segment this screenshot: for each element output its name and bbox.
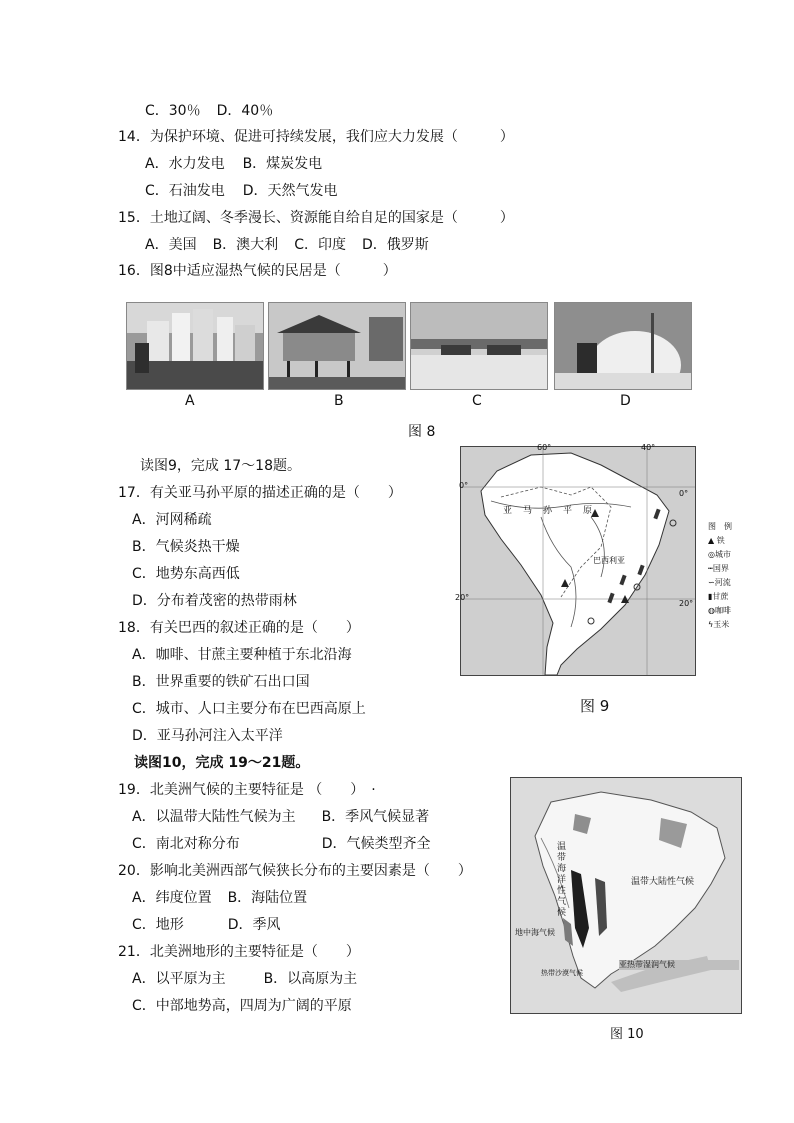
fig9-region-char-3: 孙 <box>543 506 553 516</box>
q14-option-d: D．天然气发电 <box>242 183 338 199</box>
fig8-caption: 图 8 <box>408 424 436 440</box>
corn-icon: ϟ <box>708 620 714 629</box>
q15-option-c: C．印度 <box>294 237 346 253</box>
q17-option-c: C．地势东高西低 <box>132 566 240 582</box>
fig8-photo-c <box>410 302 548 390</box>
fig9-region-char-1: 亚 <box>503 506 513 516</box>
q15-option-b: B．澳大利 <box>212 237 279 253</box>
q20-option-a: A．纬度位置 <box>132 890 212 906</box>
sugarcane-icon: ▮ <box>708 592 713 601</box>
fig9-legend-corn-label: 玉米 <box>713 620 730 629</box>
fig8-label-d: D <box>620 393 631 409</box>
q20-option-d: D．季风 <box>227 917 281 933</box>
fig9-legend-river <box>708 576 742 590</box>
fig9-legend-border-label: 国界 <box>712 564 729 573</box>
fig9-map <box>455 443 696 676</box>
fig9-legend-iron <box>708 534 742 548</box>
fig10-caption: 图 10 <box>610 1027 644 1042</box>
fig10-label-temperate-oceanic: 温带海洋性气候 <box>557 842 567 918</box>
fig9-region-char-2: 马 <box>523 506 533 516</box>
fig8-label-c: C <box>472 393 482 409</box>
q14-stem: 14．为保护环境、促进可持续发展，我们应大力发展（ ） <box>118 129 514 145</box>
fig9-legend-sugarcane <box>708 590 742 604</box>
q19-option-d: D．气候类型齐全 <box>321 836 431 852</box>
q20-option-c: C．地形 <box>132 917 184 933</box>
q17-stem: 17．有关亚马孙平原的描述正确的是（ ） <box>118 485 402 501</box>
fig10-label-temperate-continental: 温带大陆性气候 <box>631 877 695 887</box>
fig9-legend-river-label: 河流 <box>714 578 731 587</box>
fig8-label-a: A <box>185 393 195 409</box>
q21-stem: 21．北美洲地形的主要特征是（ ） <box>118 944 360 960</box>
q13-options-cd <box>145 102 273 120</box>
q20-stem: 20．影响北美洲西部气候狭长分布的主要因素是（ ） <box>118 863 472 879</box>
fig10-label-subtropical-humid: 亚热带湿润气候 <box>619 960 739 970</box>
city-icon: ◎ <box>708 550 715 559</box>
q21-option-c: C．中部地势高，四周为广阔的平原 <box>132 998 352 1014</box>
fig9-region-char-5: 原 <box>583 506 593 516</box>
q19-option-b: B．季风气候显著 <box>321 809 430 825</box>
fig9-brasilia-label: 巴西利亚 <box>593 556 625 565</box>
fig8-photo-b <box>268 302 406 390</box>
fig9-legend-title: 图 例 <box>708 522 732 531</box>
fig10-label-tropical-desert: 热带沙漠气候 <box>541 969 583 977</box>
river-icon: ∽ <box>708 578 715 587</box>
fig9-lat-0-right: 0° <box>679 489 689 498</box>
fig9-legend-city <box>708 548 742 562</box>
fig8-label-b: B <box>334 393 344 409</box>
q15-option-a: A．美国 <box>145 237 197 253</box>
fig9-legend-iron-label: 铁 <box>716 536 725 545</box>
fig9-legend-border <box>708 562 742 576</box>
fig9-lon-40: 40° <box>641 443 656 452</box>
q20-options-cd <box>132 916 281 934</box>
q16-stem: 16．图8中适应湿热气候的民居是（ ） <box>118 263 397 279</box>
q19-options-ab <box>132 808 429 826</box>
q18-option-b: B．世界重要的铁矿石出口国 <box>132 674 310 690</box>
read-fig9-instruction: 读图9，完成 17～18题。 <box>140 458 301 474</box>
fig9-legend-coffee <box>708 604 742 618</box>
fig8-photo-d <box>554 302 692 390</box>
q21-option-a: A．以平原为主 <box>132 971 226 987</box>
q18-option-a: A．咖啡、甘蔗主要种植于东北沿海 <box>132 647 352 663</box>
q20-options-ab <box>132 889 307 907</box>
q15-stem: 15．土地辽阔、冬季漫长、资源能自给自足的国家是（ ） <box>118 210 514 226</box>
q14-options-cd <box>145 182 338 200</box>
fig9-legend-corn <box>708 618 742 632</box>
fig10-label-mediterranean: 地中海气候 <box>515 928 555 937</box>
q14-options-ab <box>145 155 322 173</box>
triangle-icon: ▲ <box>708 536 715 545</box>
fig9-region-char-4: 平 <box>563 506 573 516</box>
fig9-lat-20-right: 20° <box>679 599 694 608</box>
q21-option-b: B．以高原为主 <box>263 971 358 987</box>
q18-option-c: C．城市、人口主要分布在巴西高原上 <box>132 701 366 717</box>
fig9-lat-0-left: 0° <box>459 481 469 490</box>
fig9-caption: 图 9 <box>580 697 610 715</box>
read-fig10-instruction: 读图10，完成 19～21题。 <box>134 755 310 771</box>
q21-options-ab <box>132 970 357 988</box>
q13-option-c: C．30％ <box>145 103 201 119</box>
fig9-legend-sugarcane-label: 甘蔗 <box>712 592 729 601</box>
border-icon: ┅ <box>708 564 713 573</box>
fig9-lat-20-left: 20° <box>455 593 470 602</box>
q14-option-a: A．水力发电 <box>145 156 225 172</box>
q19-options-cd <box>132 835 431 853</box>
q19-option-a: A．以温带大陆性气候为主 <box>132 809 296 825</box>
q15-options <box>145 236 429 254</box>
q19-stem: 19．北美洲气候的主要特征是 （ ） · <box>118 782 376 798</box>
fig9-legend-coffee-label: 咖啡 <box>714 606 731 615</box>
fig8-photo-a <box>126 302 264 390</box>
q13-option-d: D．40％ <box>216 103 274 119</box>
q18-option-d: D．亚马孙河注入太平洋 <box>132 728 283 744</box>
q17-option-b: B．气候炎热干燥 <box>132 539 240 555</box>
fig9-legend <box>708 520 742 632</box>
q14-option-c: C．石油发电 <box>145 183 225 199</box>
q17-option-d: D．分布着茂密的热带雨林 <box>132 593 297 609</box>
fig9-legend-city-label: 城市 <box>714 550 731 559</box>
q19-option-c: C．南北对称分布 <box>132 836 240 852</box>
fig10-map <box>510 777 742 1014</box>
coffee-icon: ◍ <box>708 606 715 615</box>
q14-option-b: B．煤炭发电 <box>242 156 323 172</box>
q18-stem: 18．有关巴西的叙述正确的是（ ） <box>118 620 360 636</box>
fig9-lon-60: 60° <box>537 443 552 452</box>
q20-option-b: B．海陆位置 <box>227 890 308 906</box>
q17-option-a: A．河网稀疏 <box>132 512 212 528</box>
q15-option-d: D．俄罗斯 <box>361 237 429 253</box>
